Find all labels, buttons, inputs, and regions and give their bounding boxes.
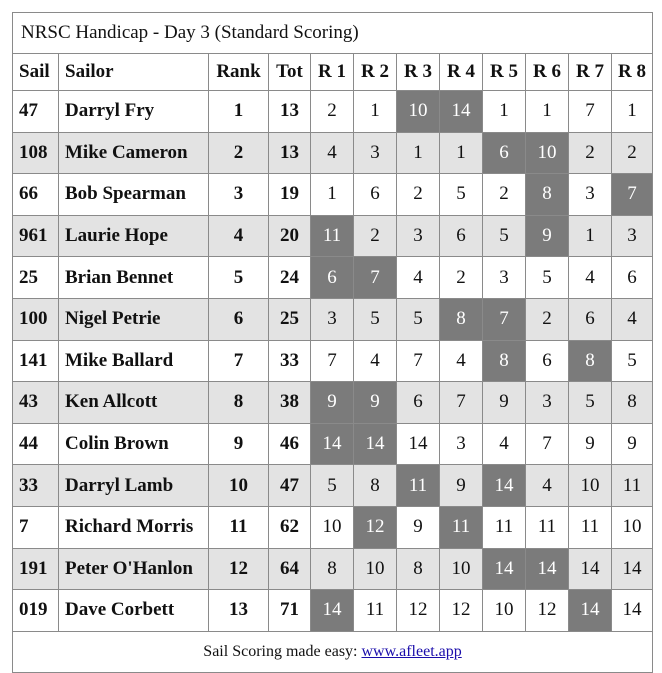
race-score-cell: 4 (311, 132, 354, 174)
race-score-cell: 3 (569, 174, 612, 216)
total-cell: 24 (269, 257, 311, 299)
total-cell: 46 (269, 423, 311, 465)
sailor-name-cell: Laurie Hope (59, 215, 209, 257)
race-score-cell: 9 (397, 506, 440, 548)
race-score-cell: 10 (483, 590, 526, 632)
sailor-name-cell: Mike Cameron (59, 132, 209, 174)
race-score-cell: 5 (569, 382, 612, 424)
footer-text: Sail Scoring made easy: (203, 642, 362, 660)
header-sail: Sail (13, 54, 59, 91)
race-score-cell: 10 (612, 506, 653, 548)
race-score-cell: 10 (440, 548, 483, 590)
race-score-discarded-cell: 9 (526, 215, 569, 257)
race-score-cell: 7 (526, 423, 569, 465)
total-cell: 19 (269, 174, 311, 216)
race-score-cell: 7 (397, 340, 440, 382)
total-cell: 20 (269, 215, 311, 257)
race-score-cell: 2 (483, 174, 526, 216)
rank-cell: 1 (209, 91, 269, 133)
race-score-cell: 7 (440, 382, 483, 424)
sailor-name-cell: Colin Brown (59, 423, 209, 465)
results-body (13, 91, 653, 632)
race-score-cell: 3 (440, 423, 483, 465)
table-row (13, 340, 653, 382)
table-row (13, 132, 653, 174)
sail-number-cell: 191 (13, 548, 59, 590)
sail-number-cell: 25 (13, 257, 59, 299)
race-score-cell: 6 (397, 382, 440, 424)
race-score-cell: 6 (612, 257, 653, 299)
race-score-cell: 11 (483, 506, 526, 548)
header-race-4: R 4 (440, 54, 483, 91)
table-title: NRSC Handicap - Day 3 (Standard Scoring) (13, 13, 653, 54)
race-score-discarded-cell: 11 (440, 506, 483, 548)
race-score-discarded-cell: 11 (397, 465, 440, 507)
sail-number-cell: 66 (13, 174, 59, 216)
header-rank: Rank (209, 54, 269, 91)
rank-cell: 3 (209, 174, 269, 216)
sailor-name-cell: Darryl Lamb (59, 465, 209, 507)
header-row (13, 54, 653, 91)
race-score-cell: 2 (311, 91, 354, 133)
race-score-cell: 4 (440, 340, 483, 382)
race-score-cell: 3 (526, 382, 569, 424)
table-row (13, 423, 653, 465)
race-score-cell: 2 (354, 215, 397, 257)
total-cell: 13 (269, 132, 311, 174)
race-score-cell: 11 (526, 506, 569, 548)
race-score-cell: 9 (612, 423, 653, 465)
race-score-cell: 7 (569, 91, 612, 133)
sailor-name-cell: Richard Morris (59, 506, 209, 548)
race-score-cell: 3 (311, 298, 354, 340)
sail-number-cell: 33 (13, 465, 59, 507)
sailor-name-cell: Ken Allcott (59, 382, 209, 424)
sailor-name-cell: Bob Spearman (59, 174, 209, 216)
rank-cell: 11 (209, 506, 269, 548)
total-cell: 64 (269, 548, 311, 590)
results-sheet (12, 12, 652, 673)
race-score-discarded-cell: 9 (354, 382, 397, 424)
race-score-discarded-cell: 14 (311, 590, 354, 632)
race-score-cell: 3 (483, 257, 526, 299)
total-cell: 13 (269, 91, 311, 133)
sail-number-cell: 47 (13, 91, 59, 133)
race-score-discarded-cell: 10 (526, 132, 569, 174)
race-score-cell: 9 (483, 382, 526, 424)
sail-number-cell: 141 (13, 340, 59, 382)
race-score-discarded-cell: 14 (483, 465, 526, 507)
race-score-discarded-cell: 14 (483, 548, 526, 590)
race-score-discarded-cell: 7 (483, 298, 526, 340)
header-race-8: R 8 (612, 54, 653, 91)
rank-cell: 2 (209, 132, 269, 174)
table-row (13, 590, 653, 632)
race-score-cell: 11 (612, 465, 653, 507)
table-row (13, 465, 653, 507)
sailor-name-cell: Darryl Fry (59, 91, 209, 133)
race-score-cell: 5 (397, 298, 440, 340)
race-score-cell: 10 (354, 548, 397, 590)
race-score-discarded-cell: 8 (569, 340, 612, 382)
table-row (13, 298, 653, 340)
race-score-cell: 10 (311, 506, 354, 548)
total-cell: 33 (269, 340, 311, 382)
sailor-name-cell: Brian Bennet (59, 257, 209, 299)
sail-number-cell: 961 (13, 215, 59, 257)
rank-cell: 4 (209, 215, 269, 257)
race-score-cell: 1 (311, 174, 354, 216)
race-score-cell: 8 (397, 548, 440, 590)
race-score-cell: 12 (397, 590, 440, 632)
header-race-2: R 2 (354, 54, 397, 91)
race-score-cell: 1 (569, 215, 612, 257)
race-score-discarded-cell: 14 (569, 590, 612, 632)
race-score-cell: 9 (569, 423, 612, 465)
table-row (13, 257, 653, 299)
footer-link[interactable]: www.afleet.app (361, 642, 462, 660)
race-score-cell: 14 (612, 548, 653, 590)
race-score-discarded-cell: 7 (354, 257, 397, 299)
race-score-cell: 11 (569, 506, 612, 548)
header-race-6: R 6 (526, 54, 569, 91)
race-score-discarded-cell: 12 (354, 506, 397, 548)
sail-number-cell: 43 (13, 382, 59, 424)
race-score-discarded-cell: 14 (440, 91, 483, 133)
table-row (13, 506, 653, 548)
race-score-cell: 5 (440, 174, 483, 216)
race-score-cell: 1 (526, 91, 569, 133)
header-race-3: R 3 (397, 54, 440, 91)
race-score-discarded-cell: 10 (397, 91, 440, 133)
race-score-cell: 5 (612, 340, 653, 382)
race-score-cell: 4 (483, 423, 526, 465)
race-score-cell: 14 (569, 548, 612, 590)
race-score-cell: 4 (612, 298, 653, 340)
race-score-discarded-cell: 11 (311, 215, 354, 257)
race-score-cell: 8 (612, 382, 653, 424)
race-score-cell: 2 (397, 174, 440, 216)
race-score-cell: 3 (354, 132, 397, 174)
race-score-discarded-cell: 8 (440, 298, 483, 340)
table-row (13, 548, 653, 590)
race-score-cell: 2 (526, 298, 569, 340)
race-score-cell: 1 (612, 91, 653, 133)
total-cell: 38 (269, 382, 311, 424)
header-race-7: R 7 (569, 54, 612, 91)
table-row (13, 382, 653, 424)
race-score-cell: 5 (526, 257, 569, 299)
race-score-cell: 4 (569, 257, 612, 299)
header-race-5: R 5 (483, 54, 526, 91)
total-cell: 62 (269, 506, 311, 548)
race-score-discarded-cell: 6 (483, 132, 526, 174)
header-sailor: Sailor (59, 54, 209, 91)
race-score-cell: 12 (440, 590, 483, 632)
race-score-discarded-cell: 8 (483, 340, 526, 382)
sailor-name-cell: Mike Ballard (59, 340, 209, 382)
race-score-discarded-cell: 9 (311, 382, 354, 424)
results-table (12, 12, 653, 673)
sailor-name-cell: Nigel Petrie (59, 298, 209, 340)
table-row (13, 174, 653, 216)
rank-cell: 12 (209, 548, 269, 590)
race-score-discarded-cell: 6 (311, 257, 354, 299)
race-score-cell: 5 (354, 298, 397, 340)
race-score-cell: 2 (612, 132, 653, 174)
race-score-cell: 4 (526, 465, 569, 507)
race-score-cell: 8 (354, 465, 397, 507)
race-score-cell: 1 (483, 91, 526, 133)
header-race-1: R 1 (311, 54, 354, 91)
race-score-cell: 6 (526, 340, 569, 382)
race-score-cell: 2 (569, 132, 612, 174)
race-score-discarded-cell: 14 (311, 423, 354, 465)
footer (13, 631, 653, 672)
sail-number-cell: 44 (13, 423, 59, 465)
rank-cell: 7 (209, 340, 269, 382)
sailor-name-cell: Dave Corbett (59, 590, 209, 632)
total-cell: 47 (269, 465, 311, 507)
race-score-discarded-cell: 14 (354, 423, 397, 465)
race-score-cell: 6 (440, 215, 483, 257)
race-score-cell: 14 (612, 590, 653, 632)
race-score-cell: 6 (569, 298, 612, 340)
race-score-cell: 1 (440, 132, 483, 174)
table-row (13, 91, 653, 133)
sail-number-cell: 7 (13, 506, 59, 548)
race-score-cell: 2 (440, 257, 483, 299)
race-score-cell: 7 (311, 340, 354, 382)
race-score-cell: 4 (354, 340, 397, 382)
race-score-cell: 8 (311, 548, 354, 590)
race-score-cell: 5 (483, 215, 526, 257)
header-total: Tot (269, 54, 311, 91)
race-score-cell: 1 (354, 91, 397, 133)
table-row (13, 215, 653, 257)
rank-cell: 6 (209, 298, 269, 340)
rank-cell: 5 (209, 257, 269, 299)
race-score-discarded-cell: 8 (526, 174, 569, 216)
rank-cell: 8 (209, 382, 269, 424)
race-score-cell: 6 (354, 174, 397, 216)
sail-number-cell: 100 (13, 298, 59, 340)
race-score-cell: 12 (526, 590, 569, 632)
rank-cell: 13 (209, 590, 269, 632)
race-score-cell: 11 (354, 590, 397, 632)
sail-number-cell: 019 (13, 590, 59, 632)
race-score-cell: 5 (311, 465, 354, 507)
race-score-cell: 1 (397, 132, 440, 174)
race-score-cell: 9 (440, 465, 483, 507)
race-score-discarded-cell: 7 (612, 174, 653, 216)
total-cell: 71 (269, 590, 311, 632)
race-score-cell: 3 (612, 215, 653, 257)
total-cell: 25 (269, 298, 311, 340)
sail-number-cell: 108 (13, 132, 59, 174)
race-score-cell: 4 (397, 257, 440, 299)
race-score-cell: 14 (397, 423, 440, 465)
rank-cell: 10 (209, 465, 269, 507)
race-score-cell: 10 (569, 465, 612, 507)
race-score-discarded-cell: 14 (526, 548, 569, 590)
rank-cell: 9 (209, 423, 269, 465)
race-score-cell: 3 (397, 215, 440, 257)
sailor-name-cell: Peter O'Hanlon (59, 548, 209, 590)
